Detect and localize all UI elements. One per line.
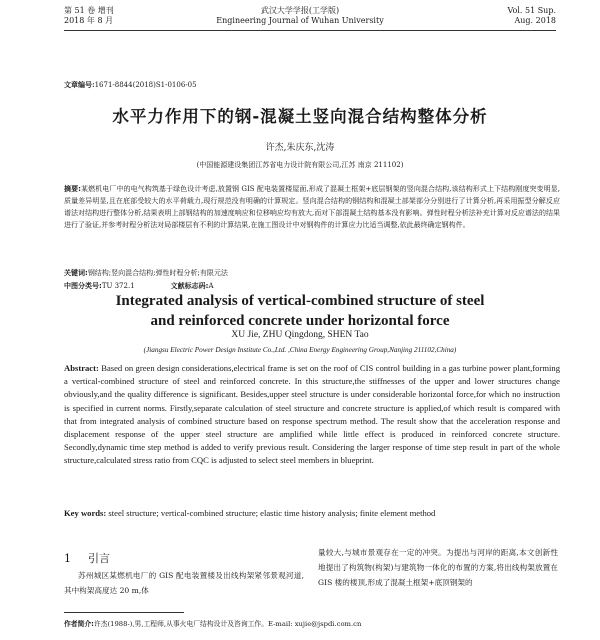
section-heading [64, 550, 110, 566]
classification [64, 281, 560, 291]
title-cn: 水平力作用下的钢-混凝土竖向混合结构整体分析 [112, 107, 488, 126]
article-number-label: 文章编号: [64, 80, 95, 89]
body-text-left: 苏州城区某燃机电厂的 GIS 配电装置楼及出线构架紧邻景观河道,其中构架高度达 20 m,体 [64, 571, 304, 595]
author-footnote [64, 618, 361, 628]
title-en [0, 291, 600, 331]
affiliation-en: (Jiangsu Electric Power Design Institute Co.,Ltd. ,China Energy Engineering Group,Nanjing 211102,China) [143, 346, 457, 354]
section-number: 1 [64, 552, 71, 565]
publish-date-en: Aug. 2018 [514, 16, 556, 25]
header-divider [64, 30, 556, 31]
footnote-divider [64, 612, 184, 613]
abstract-en [64, 362, 560, 468]
volume-issue: 第 51 卷 增刊 [64, 6, 114, 15]
title-en-line2: and reinforced concrete under horizontal force [150, 313, 450, 329]
authors-en: XU Jie, ZHU Qingdong, SHEN Tao [231, 330, 369, 340]
body-text-right: 量较大,与城市景观存在一定的冲突。为提出与河岸的距离,本文创新性地提出了构筑物(构架)与建筑物一体化的布置的方案,将出线构架放置在 GIS 楼的楼顶,形成了混凝土框架+底顶钢架的 [318, 548, 558, 587]
footnote-text: 许杰(1988-),男,工程师,从事火电厂结构设计及咨询工作。E-mail: xujie@jspdi.com.cn [93, 620, 362, 628]
volume-issue-en: Vol. 51 Sup. [507, 6, 556, 15]
abstract-cn-label: 摘要: [64, 185, 81, 193]
section-title: 引言 [88, 552, 110, 565]
keywords-cn-text: 钢结构;竖向混合结构;弹性时程分析;有限元法 [87, 269, 228, 277]
keywords-cn [64, 268, 560, 278]
keywords-en-text: steel structure; vertical-combined structure; elastic time history analysis; finite element method [108, 508, 436, 518]
footnote-label: 作者简介: [64, 620, 94, 628]
keywords-cn-label: 关键词: [64, 269, 88, 277]
publish-date: 2018 年 8 月 [64, 16, 114, 25]
abstract-en-label: Abstract: [64, 363, 99, 373]
article-number-value: 1671-8844(2018)S1-0106-05 [94, 81, 197, 89]
authors-cn: 许杰,朱庆东,沈涛 [265, 143, 335, 153]
article-number [64, 80, 197, 90]
journal-name-cn: 武汉大学学报(工学版) [260, 6, 340, 15]
doc-code-label: 文献标志码: [170, 282, 209, 290]
title-en-line1: Integrated analysis of vertical-combined structure of steel [115, 293, 485, 309]
journal-name-en: Engineering Journal of Wuhan University [216, 16, 384, 25]
keywords-en-label: Key words: [64, 508, 107, 518]
abstract-cn-text: 某燃机电厂中的电气构筑基于绿色设计考虑,放置钢 GIS 配电装置楼屋面,形成了混凝土框架+底层钢架的竖向混合结构,该结构形式上下结构刚度突变明显,质量差异明显,且在底部受较大的水平荷载力,现行规范没有明确的计算规定。竖向混合结构的钢结构和混凝土部架部分分别进行了计算分析,再采用振型分解反应谱法对结构进行整体分析,结果表明上部钢结构的加速度响应和位移响应均有放大,而对下部混凝土结构基本没有影响。弹性时程分析法补充计算对反应谱法的结果进行了验证,并参考时程分析法对局部楼层有不利的计算结果,在施工图设计中对钢构件的计算应力比适当调整,依此最终确定钢构件。 [64, 185, 560, 229]
class-number-value: TU 372.1 [101, 282, 135, 290]
doc-code-value: A [208, 282, 214, 290]
journal-volume-en [507, 6, 556, 26]
keywords-en [64, 507, 560, 520]
abstract-en-text: Based on green design considerations,electrical frame is set on the roof of CIS control building in a gas turbine power plant,forming a vertical-combined structure of steel and reinforced concrete. In this structure,the stiffnesses of the upper and lower structures change obviously,and the quality difference is significant. Besides,upper steel structure is under considerable horizontal force,for which no instruction is specified in current norms. Firstly,separate calculation of steel structure and concrete structure is applied,of which result is compared with that from integrated analysis of combined structure based on response spectrum method. The result show that the acceleration response and displacement response of the upper steel structure are amplified while little effect is produced in reinforced concrete structure. Secondly,dynamic time step method is added to verify previous result. Considering the larger response of time step result in part of the whole structure,calculated stress ratio from CQC is adjusted to select steel members in blueprint. [64, 363, 560, 466]
class-number-label: 中图分类号: [64, 282, 102, 290]
abstract-cn [64, 183, 560, 231]
affiliation-cn: (中国能源建设集团江苏省电力设计院有限公司,江苏 南京 211102) [196, 161, 404, 169]
